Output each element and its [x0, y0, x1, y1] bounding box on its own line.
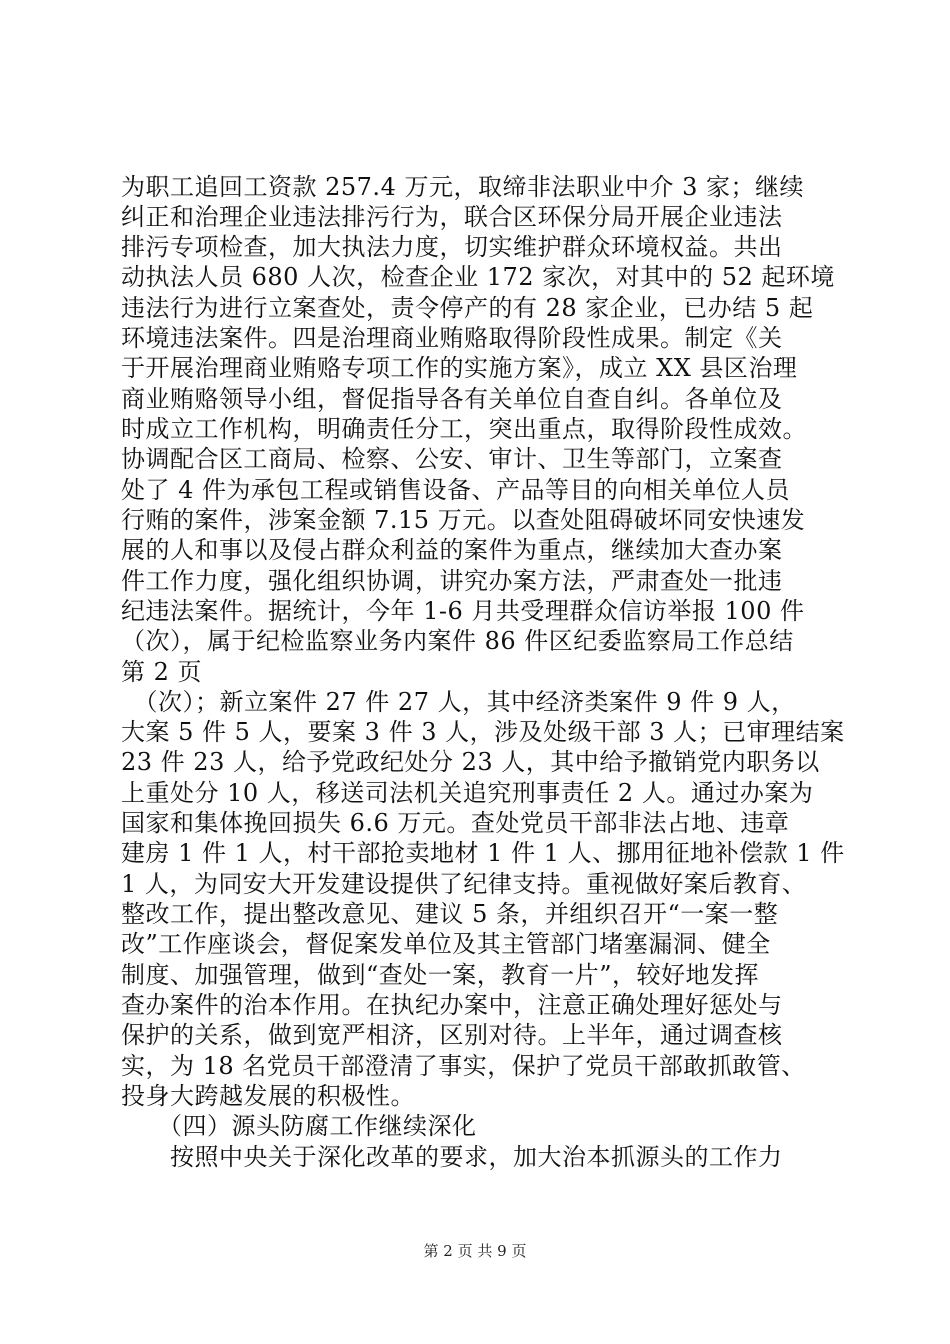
text-line: 投身大跨越发展的积极性。 [121, 1082, 415, 1110]
text-line: 为职工追回工资款 257.4 万元，取缔非法职业中介 3 家；继续 [121, 173, 804, 201]
text-line: 协调配合区工商局、检察、公安、审计、卫生等部门，立案查 [121, 445, 783, 473]
text-line: 展的人和事以及侵占群众利益的案件为重点，继续加大查办案 [121, 536, 783, 564]
text-line: 第 2 页 [121, 658, 203, 686]
text-line: 查办案件的治本作用。在执纪办案中，注意正确处理好惩处与 [121, 991, 783, 1019]
text-line: 按照中央关于深化改革的要求，加大治本抓源头的工作力 [121, 1143, 783, 1171]
text-line: 处了 4 件为承包工程或销售设备、产品等目的向相关单位人员 [121, 476, 791, 504]
text-line: 大案 5 件 5 人，要案 3 件 3 人，涉及处级干部 3 人；已审理结案 [121, 718, 845, 746]
text-line: 保护的关系，做到宽严相济，区别对待。上半年，通过调查核 [121, 1021, 783, 1049]
text-line: 制度、加强管理，做到“查处一案，教育一片”，较好地发挥 [121, 961, 760, 989]
text-line: 整改工作，提出整改意见、建议 5 条，并组织召开“一案一整 [121, 900, 779, 928]
text-line: 1 人，为同安大开发建设提供了纪律支持。重视做好案后教育、 [121, 870, 807, 898]
text-line: 改”工作座谈会，督促案发单位及其主管部门堵塞漏洞、健全 [121, 930, 771, 958]
text-line: 环境违法案件。四是治理商业贿赂取得阶段性成果。制定《关 [121, 324, 783, 352]
text-line: 纠正和治理企业违法排污行为，联合区环保分局开展企业违法 [121, 203, 783, 231]
text-line: 件工作力度，强化组织协调，讲究办案方法，严肃查处一批违 [121, 567, 783, 595]
text-line: 行贿的案件，涉案金额 7.15 万元。以查处阻碍破坏同安快速发 [121, 506, 806, 534]
text-line: （次）；新立案件 27 件 27 人，其中经济类案件 9 件 9 人， [121, 688, 796, 716]
text-line: 23 件 23 人，给予党政纪处分 23 人，其中给予撤销党内职务以 [121, 748, 820, 776]
section-heading: （四）源头防腐工作继续深化 [121, 1112, 477, 1140]
text-line: 实，为 18 名党员干部澄清了事实，保护了党员干部敢抓敢管、 [121, 1052, 806, 1080]
text-line: 排污专项检查，加大执法力度，切实维护群众环境权益。共出 [121, 233, 783, 261]
text-line: （次），属于纪检监察业务内案件 86 件区纪委监察局工作总结 [121, 627, 794, 655]
text-line: 上重处分 10 人，移送司法机关追究刑事责任 2 人。通过办案为 [121, 779, 814, 807]
text-line: 动执法人员 680 人次，检查企业 172 家次，对其中的 52 起环境 [121, 263, 835, 291]
text-line: 国家和集体挽回损失 6.6 万元。查处党员干部非法占地、违章 [121, 809, 790, 837]
text-line: 违法行为进行立案查处，责令停产的有 28 家企业，已办结 5 起 [121, 294, 814, 322]
page-footer: 第 2 页 共 9 页 [423, 1242, 527, 1260]
text-line: 商业贿赂领导小组，督促指导各有关单位自查自纠。各单位及 [121, 385, 783, 413]
text-line: 纪违法案件。据统计，今年 1-6 月共受理群众信访举报 100 件 [121, 597, 805, 625]
text-line: 建房 1 件 1 人，村干部抢卖地材 1 件 1 人、挪用征地补偿款 1 件 [121, 839, 845, 867]
text-line: 时成立工作机构，明确责任分工，突出重点，取得阶段性成效。 [121, 415, 807, 443]
text-line: 于开展治理商业贿赂专项工作的实施方案》，成立 XX 县区治理 [121, 354, 798, 382]
